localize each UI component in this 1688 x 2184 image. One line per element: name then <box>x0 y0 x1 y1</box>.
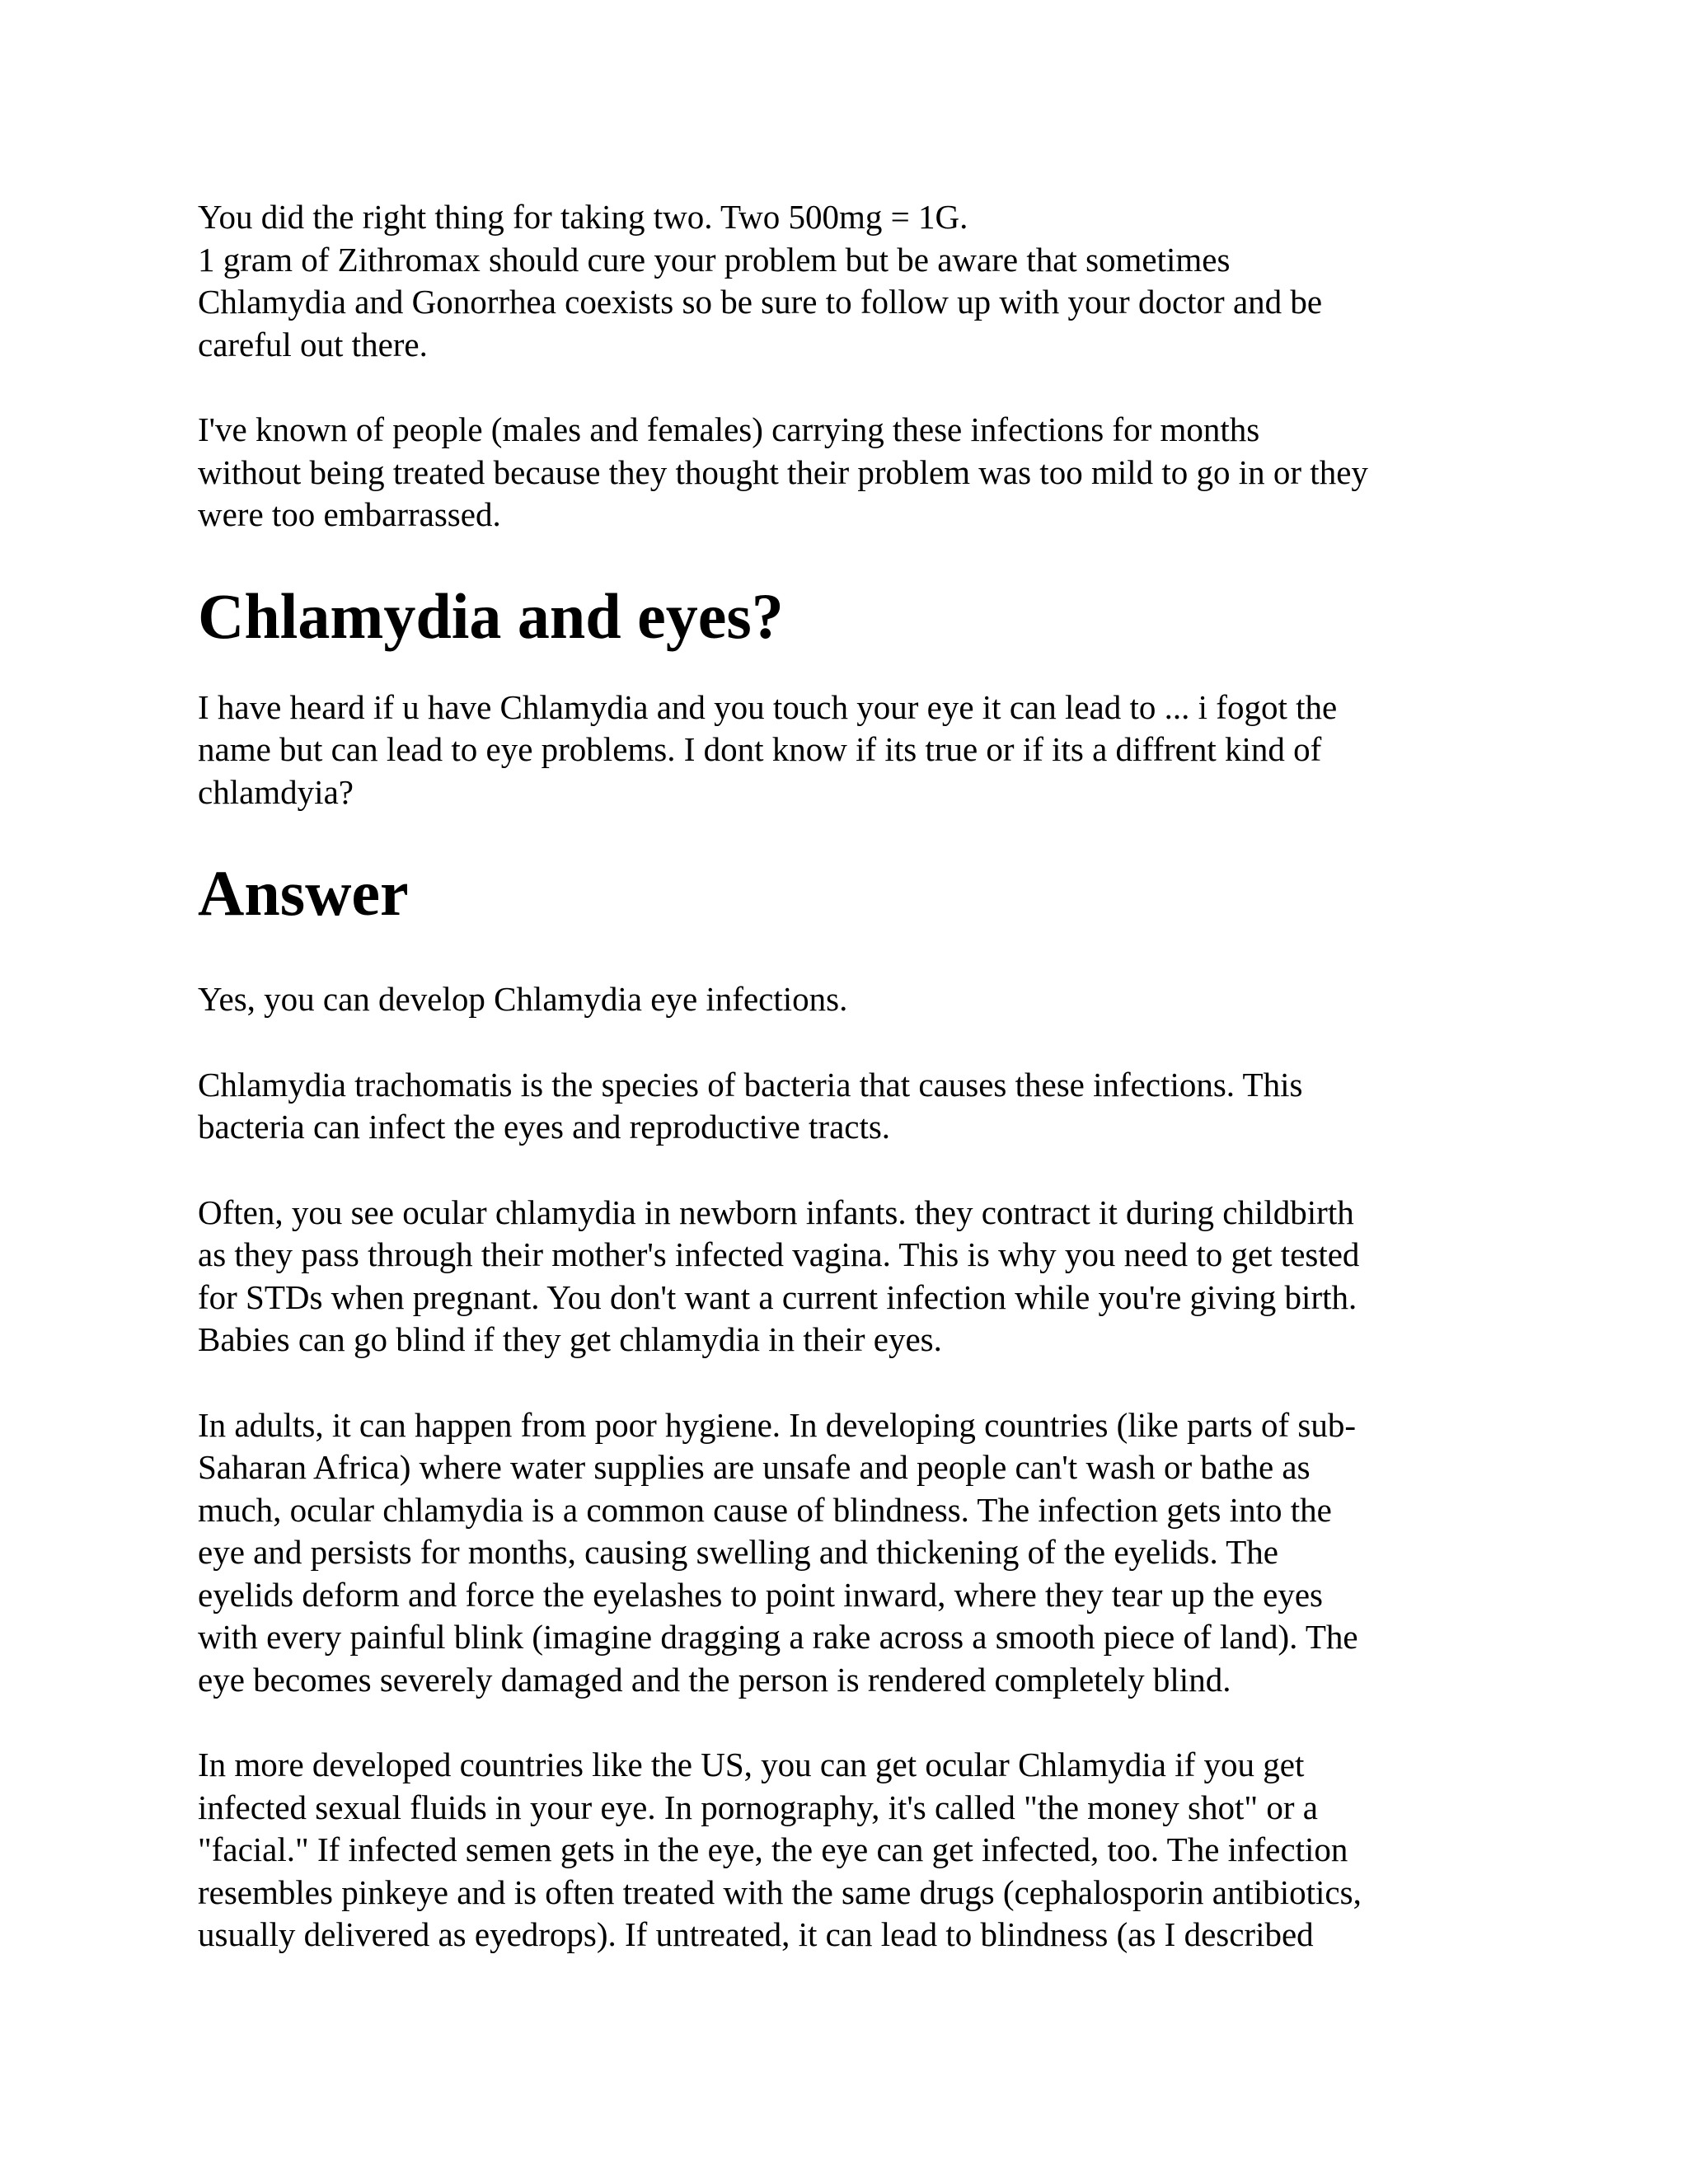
text-line: much, ocular chlamydia is a common cause of blindness. The infection gets into the <box>198 1490 1332 1529</box>
text-line: Chlamydia trachomatis is the species of bacteria that causes these infections. This <box>198 1065 1303 1104</box>
answer-paragraph-2 <box>198 1064 1517 1149</box>
answer-paragraph-4 <box>198 1404 1517 1702</box>
text-line: 1 gram of Zithromax should cure your problem but be aware that sometimes <box>198 240 1231 279</box>
text-line: as they pass through their mother's infected vagina. This is why you need to get tested <box>198 1235 1360 1273</box>
text-line: usually delivered as eyedrops). If untreated, it can lead to blindness (as I described <box>198 1915 1314 1953</box>
text-line: infected sexual fluids in your eye. In pornography, it's called "the money shot" or a <box>198 1788 1318 1826</box>
text-line: "facial." If infected semen gets in the eye, the eye can get infected, too. The infection <box>198 1830 1348 1868</box>
text-line: In more developed countries like the US, you can get ocular Chlamydia if you get <box>198 1746 1305 1783</box>
text-line: Yes, you can develop Chlamydia eye infections. <box>198 980 848 1018</box>
document-page <box>198 196 1517 1999</box>
text-line: You did the right thing for taking two. Two 500mg = 1G. <box>198 198 968 236</box>
text-line: for STDs when pregnant. You don't want a current infection while you're giving birth. <box>198 1277 1357 1316</box>
answer-paragraph-1 <box>198 978 1517 1021</box>
text-line: name but can lead to eye problems. I dont know if its true or if its a diffrent kind of <box>198 730 1322 768</box>
text-line: In adults, it can happen from poor hygiene. In developing countries (like parts of sub- <box>198 1405 1357 1444</box>
text-line: were too embarrassed. <box>198 495 501 533</box>
answer-heading: Answer <box>198 857 409 929</box>
answer-paragraph-5 <box>198 1744 1517 1957</box>
text-line: resembles pinkeye and is often treated with the same drugs (cephalosporin antibiotics, <box>198 1872 1362 1911</box>
text-line: Often, you see ocular chlamydia in newborn infants. they contract it during childbirth <box>198 1193 1354 1231</box>
text-line: Babies can go blind if they get chlamydia in their eyes. <box>198 1320 942 1358</box>
text-line: chlamdyia? <box>198 772 354 811</box>
question-heading: Chlamydia and eyes? <box>198 579 784 652</box>
answer-paragraph-3 <box>198 1192 1517 1361</box>
text-line: Chlamydia and Gonorrhea coexists so be sure to follow up with your doctor and be <box>198 283 1323 321</box>
intro-paragraph-2 <box>198 409 1517 537</box>
text-line: I've known of people (males and females) carrying these infections for months <box>198 410 1260 448</box>
text-line: careful out there. <box>198 325 428 363</box>
text-line: with every painful blink (imagine dragging a rake across a smooth piece of land). The <box>198 1618 1358 1656</box>
text-line: I have heard if u have Chlamydia and you touch your eye it can lead to ... i fogot the <box>198 687 1338 726</box>
text-line: eyelids deform and force the eyelashes to point inward, where they tear up the eyes <box>198 1575 1324 1614</box>
text-line: eye and persists for months, causing swelling and thickening of the eyelids. The <box>198 1533 1278 1571</box>
text-line: without being treated because they thought their problem was too mild to go in or they <box>198 452 1368 491</box>
text-line: eye becomes severely damaged and the person is rendered completely blind. <box>198 1660 1231 1699</box>
intro-paragraph-1 <box>198 196 1517 366</box>
question-paragraph <box>198 687 1517 814</box>
text-line: bacteria can infect the eyes and reproductive tracts. <box>198 1108 891 1146</box>
text-line: Saharan Africa) where water supplies are unsafe and people can't wash or bathe as <box>198 1448 1311 1486</box>
